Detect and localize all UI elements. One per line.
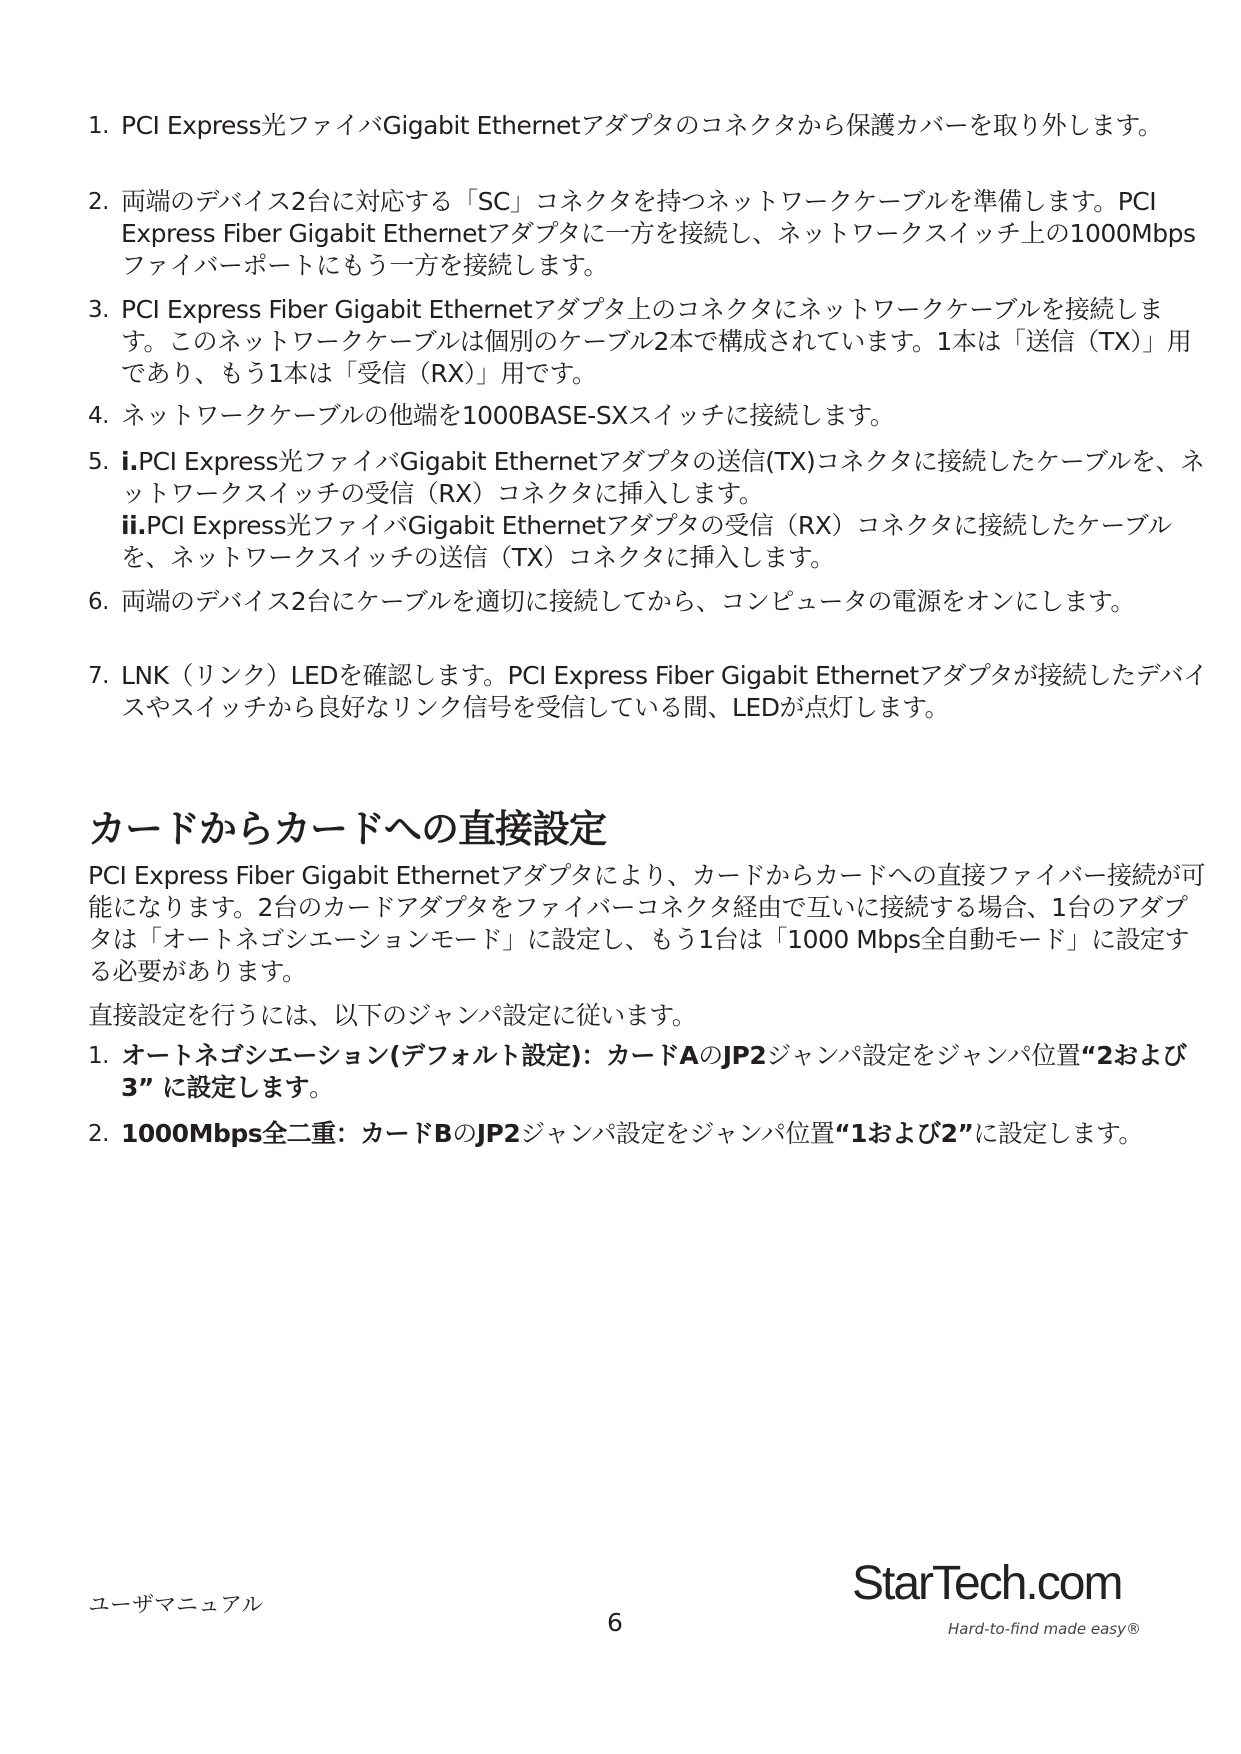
sub-text: PCI Express光ファイバGigabit Ethernetアダプタの受信（RX）コネクタに接続したケーブルを、ネットワークスイッチの送信（TX）コネクタに挿入します。	[121, 511, 1172, 572]
step-number: 1.	[88, 1043, 109, 1069]
footer-label: ユーザマニュアル	[88, 1593, 264, 1618]
step-2	[88, 186, 1208, 282]
jumper-step-2	[88, 1118, 1208, 1150]
step-4	[88, 400, 1208, 432]
sub-label: ii.	[121, 511, 147, 540]
step-number: 2.	[88, 1121, 109, 1147]
bold-run: オートネゴシエーション(デフォルト設定)：カードA	[121, 1041, 699, 1070]
text-run: に設定します。	[973, 1119, 1143, 1148]
step-5	[88, 446, 1208, 574]
sub-label: i.	[121, 447, 139, 476]
step-text: 両端のデバイス2台にケーブルを適切に接続してから、コンピュータの電源をオンにします。	[121, 587, 1135, 616]
logo-tagline: Hard-to-find made easy®	[948, 1620, 1141, 1638]
text-run: 。	[309, 1073, 334, 1102]
step-5-sub-i	[121, 446, 1208, 510]
logo-wordmark: StarTech.com	[852, 1557, 1122, 1610]
step-text	[121, 1040, 1208, 1104]
startech-logo	[852, 1556, 1142, 1646]
step-text	[121, 1118, 1208, 1150]
step-number: 5.	[88, 449, 109, 475]
jumper-step-1	[88, 1040, 1208, 1104]
step-number: 1.	[88, 113, 109, 139]
step-6	[88, 586, 1208, 618]
step-1	[88, 110, 1208, 142]
bold-run: JP2	[722, 1041, 767, 1070]
bold-run: 1000Mbps全二重：カードB	[121, 1119, 453, 1148]
section-lead: 直接設定を行うには、以下のジャンパ設定に従います。	[88, 1001, 697, 1030]
step-7	[88, 660, 1208, 724]
bold-run: “1および2”	[834, 1119, 974, 1148]
step-text: LNK（リンク）LEDを確認します。PCI Express Fiber Gigabit Ethernetアダプタが接続したデバイスやスイッチから良好なリンク信号を受信している間、LEDが点灯します。	[121, 661, 1208, 722]
step-text: ネットワークケーブルの他端を1000BASE-SXスイッチに接続します。	[121, 401, 895, 430]
text-run: ジャンパ設定をジャンパ位置	[520, 1119, 835, 1148]
sub-text: PCI Express光ファイバGigabit Ethernetアダプタの送信(TX)コネクタに接続したケーブルを、ネットワークスイッチの受信（RX）コネクタに挿入します。	[121, 447, 1205, 508]
step-5-sub-ii	[121, 510, 1208, 574]
step-text: PCI Express Fiber Gigabit Ethernetアダプタ上のコネクタにネットワークケーブルを接続します。このネットワークケーブルは個別のケーブル2本で構成されています。1本は「送信（TX）」用であり、もう1本は「受信（RX）」用です。	[121, 295, 1192, 388]
text-run: の	[698, 1041, 723, 1070]
step-number: 6.	[88, 589, 109, 615]
bold-run: “2および3” に設定します	[121, 1041, 1187, 1102]
step-3	[88, 294, 1208, 390]
step-text: PCI Express光ファイバGigabit Ethernetアダプタのコネクタから保護カバーを取り外します。	[121, 111, 1163, 140]
step-number: 4.	[88, 403, 109, 429]
section-intro: PCI Express Fiber Gigabit Ethernetアダプタにより、カードからカードへの直接ファイバー接続が可能になります。2台のカードアダプタをファイバーコネクタ経由で互いに接続する場合、1台のアダプタは「オートネゴシエーションモード」に設定し、もう1台は「1000 Mbps全自動モード」に設定する必要があります。	[88, 861, 1206, 986]
page-number: 6	[607, 1608, 623, 1637]
section-heading: カードからカードへの直接設定	[88, 807, 607, 851]
text-run: ジャンパ設定をジャンパ位置	[766, 1041, 1081, 1070]
step-text: 両端のデバイス2台に対応する「SC」コネクタを持つネットワークケーブルを準備します。PCI Express Fiber Gigabit Ethernetアダプタに一方を接続し、ネットワークスイッチ上の1000Mbpsファイバーポートにもう一方を接続します。	[121, 187, 1196, 280]
bold-run: JP2	[476, 1119, 521, 1148]
step-number: 7.	[88, 663, 109, 689]
step-number: 3.	[88, 297, 109, 323]
step-number: 2.	[88, 189, 109, 215]
text-run: の	[452, 1119, 477, 1148]
